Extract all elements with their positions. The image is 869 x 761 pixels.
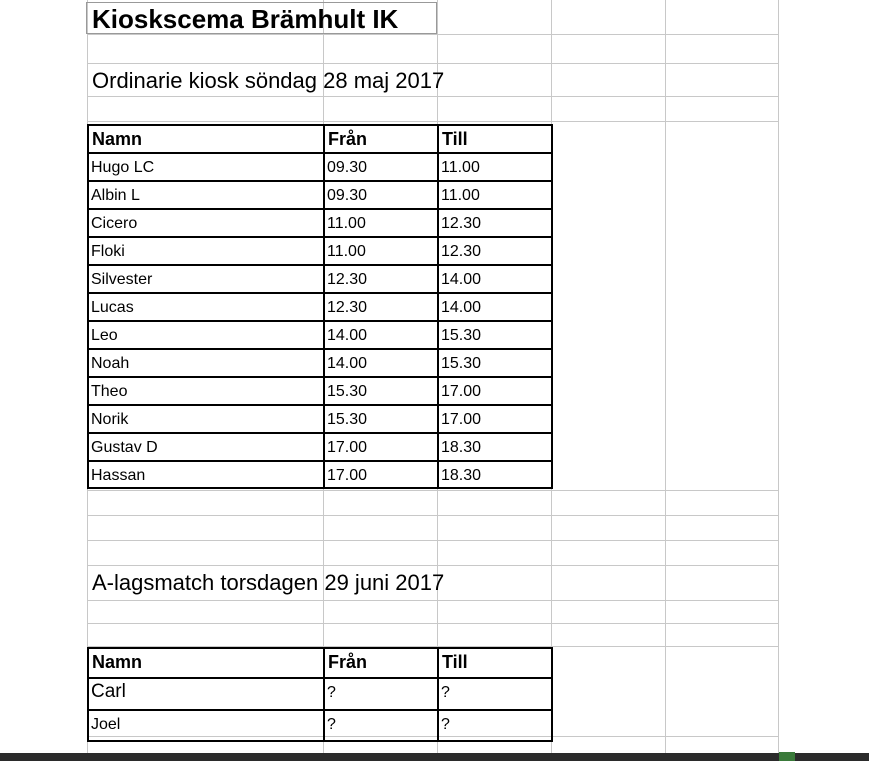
grid-row-line (87, 600, 778, 601)
table1-row-border (87, 180, 553, 182)
grid-row-line (87, 96, 778, 97)
table1-border-col (323, 124, 325, 489)
table1-cell-to[interactable]: 15.30 (441, 327, 482, 344)
table2-header-from[interactable]: Från (328, 652, 368, 672)
table2-border-col (87, 647, 89, 742)
table1-cell-from[interactable]: 15.30 (327, 383, 368, 400)
table1-cell-to[interactable]: 11.00 (441, 187, 480, 204)
grid-row-line (87, 63, 778, 64)
table1-cell-name[interactable]: Gustav D (91, 439, 158, 456)
table1-cell-to[interactable]: 14.00 (441, 299, 482, 316)
bottom-bar (0, 753, 869, 761)
table2-cell-from[interactable]: ? (327, 684, 336, 701)
grid-row-line (87, 34, 778, 35)
table1-border-bottom (87, 487, 553, 489)
table1-cell-from[interactable]: 14.00 (327, 355, 368, 372)
table2-header-name[interactable]: Namn (92, 652, 143, 672)
table1-row-border (87, 320, 553, 322)
table1-cell-from[interactable]: 15.30 (327, 411, 368, 428)
table1-cell-from[interactable]: 11.00 (327, 243, 366, 260)
table1-row-border (87, 348, 553, 350)
grid-row-line (87, 121, 778, 122)
table2-row-border (87, 709, 553, 711)
table1-cell-name[interactable]: Leo (91, 327, 118, 344)
table1-cell-name[interactable]: Floki (91, 243, 125, 260)
table2-cell-name[interactable]: Carl (91, 681, 126, 702)
table1-header-to[interactable]: Till (442, 129, 468, 149)
table1-border-col (87, 124, 89, 489)
table2-row-border (87, 677, 553, 679)
table1-border-top (87, 124, 553, 126)
table1-cell-name[interactable]: Silvester (91, 271, 153, 288)
grid-row-line (87, 540, 778, 541)
page-title: Kioskscema Brämhult IK (92, 4, 399, 34)
grid-row-line (87, 623, 778, 624)
table1-row-border (87, 376, 553, 378)
table1-border-col (437, 124, 439, 489)
table1-header-from[interactable]: Från (328, 129, 368, 149)
green-marker (779, 752, 795, 761)
table1-cell-to[interactable]: 12.30 (441, 215, 482, 232)
table2-border-bottom (87, 740, 553, 742)
table2-border-col (437, 647, 439, 742)
table1-cell-to[interactable]: 14.00 (441, 271, 482, 288)
table2-border-col (551, 647, 553, 742)
table1-cell-name[interactable]: Theo (91, 383, 128, 400)
table2-cell-name[interactable]: Joel (91, 716, 121, 733)
table1-cell-to[interactable]: 11.00 (441, 159, 480, 176)
table1-cell-name[interactable]: Noah (91, 355, 130, 372)
table2-cell-from[interactable]: ? (327, 716, 336, 733)
table1-row-border (87, 208, 553, 210)
table2-cell-to[interactable]: ? (441, 684, 450, 701)
table1-border-col (551, 124, 553, 489)
table1-cell-from[interactable]: 12.30 (327, 299, 368, 316)
table1-cell-name[interactable]: Hugo LC (91, 159, 155, 176)
table1-cell-to[interactable]: 12.30 (441, 243, 482, 260)
table1-row-border (87, 460, 553, 462)
table2-border-col (323, 647, 325, 742)
section2-heading: A-lagsmatch torsdagen 29 juni 2017 (92, 570, 445, 595)
table2-header-to[interactable]: Till (442, 652, 468, 672)
table1-cell-name[interactable]: Albin L (91, 187, 140, 204)
table1-cell-name[interactable]: Lucas (91, 299, 134, 316)
table1-row-border (87, 432, 553, 434)
table1-cell-to[interactable]: 17.00 (441, 383, 482, 400)
table2-border-top (87, 647, 553, 649)
table1-cell-from[interactable]: 17.00 (327, 439, 368, 456)
table1-cell-from[interactable]: 11.00 (327, 215, 366, 232)
grid-row-line (87, 565, 778, 566)
table1-cell-from[interactable]: 17.00 (327, 467, 368, 484)
grid-row-line (87, 490, 778, 491)
table1-cell-to[interactable]: 18.30 (441, 467, 482, 484)
table1-cell-from[interactable]: 09.30 (327, 187, 368, 204)
table2-cell-to[interactable]: ? (441, 716, 450, 733)
table1-cell-from[interactable]: 14.00 (327, 327, 368, 344)
grid-row-line (87, 515, 778, 516)
table1-row-border (87, 264, 553, 266)
table1-cell-from[interactable]: 12.30 (327, 271, 368, 288)
table1-cell-from[interactable]: 09.30 (327, 159, 368, 176)
grid-row-line (87, 736, 778, 737)
section1-heading: Ordinarie kiosk söndag 28 maj 2017 (92, 68, 445, 93)
table1-row-border (87, 152, 553, 154)
table1-row-border (87, 404, 553, 406)
table1-cell-to[interactable]: 15.30 (441, 355, 482, 372)
table1-cell-name[interactable]: Cicero (91, 215, 138, 232)
table1-header-name[interactable]: Namn (92, 129, 143, 149)
table1-cell-name[interactable]: Hassan (91, 467, 146, 484)
table1-cell-name[interactable]: Norik (91, 411, 129, 428)
table1-cell-to[interactable]: 18.30 (441, 439, 482, 456)
table1-row-border (87, 292, 553, 294)
grid-column-line (778, 0, 779, 761)
table1-cell-to[interactable]: 17.00 (441, 411, 482, 428)
table1-row-border (87, 236, 553, 238)
